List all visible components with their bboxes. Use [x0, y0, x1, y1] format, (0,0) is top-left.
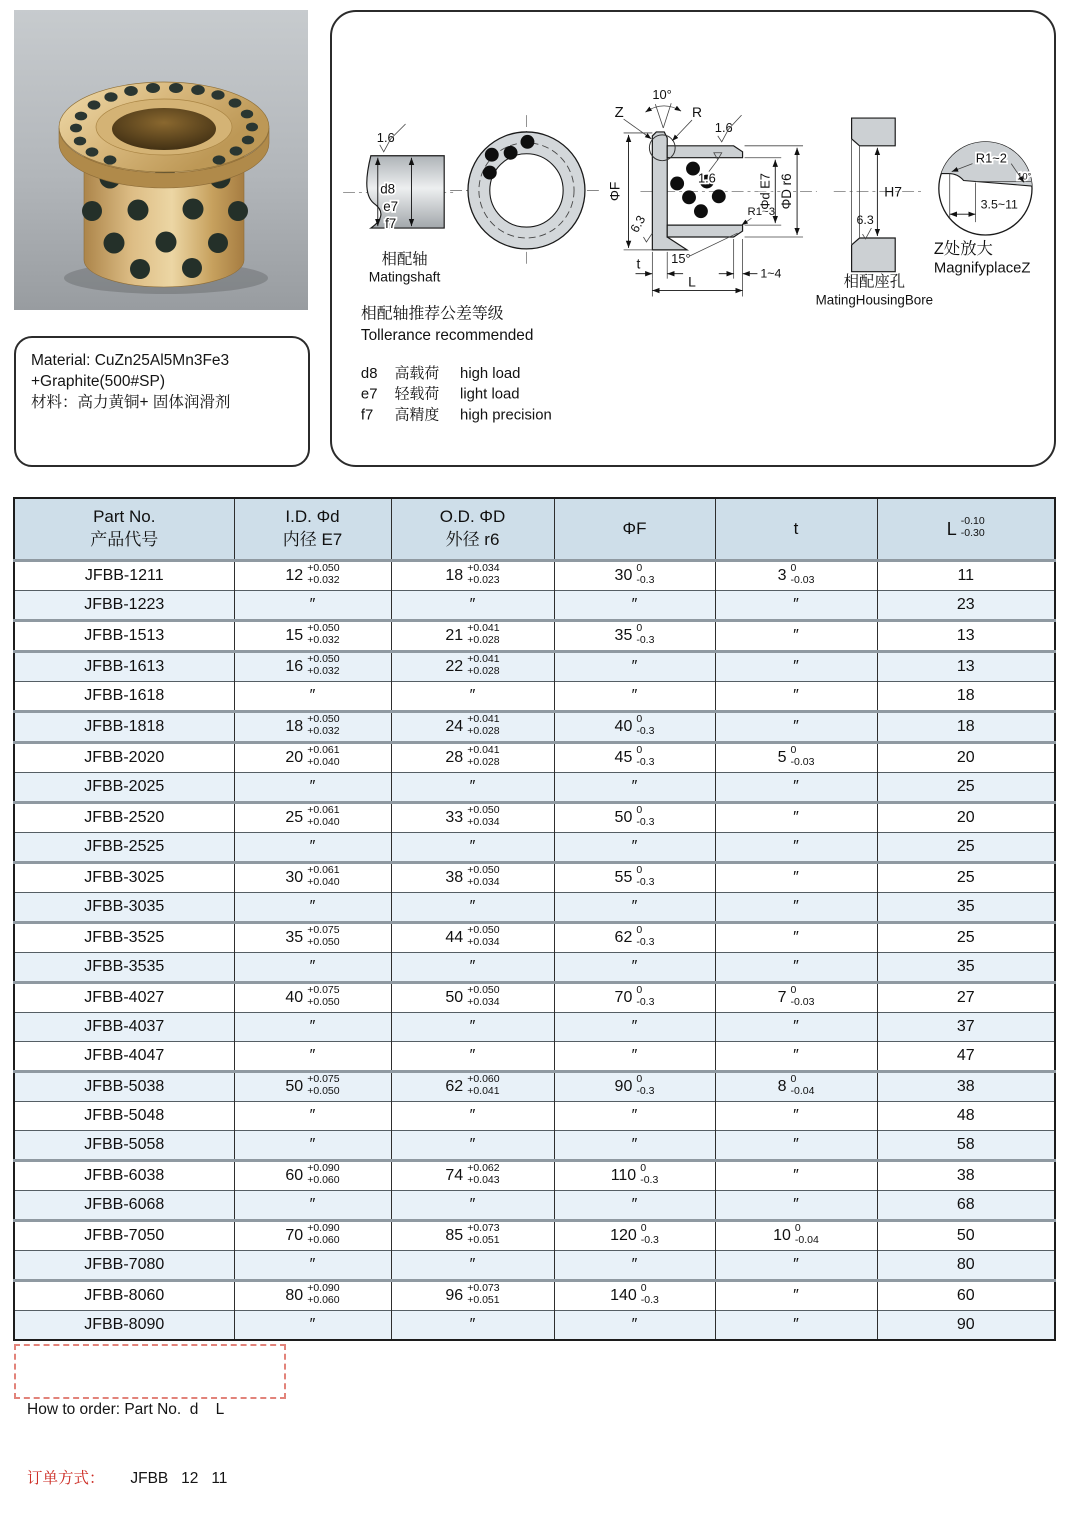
od-cell: ″ — [391, 893, 554, 923]
id-cell: ″ — [234, 773, 391, 803]
l-cell: 25 — [877, 863, 1055, 893]
id-cell: ″ — [234, 591, 391, 621]
id-cell: 35 +0.075 +0.050 — [234, 923, 391, 953]
shaft-label-d8: d8 — [380, 181, 396, 197]
part-no-cell: JFBB-7080 — [14, 1251, 234, 1281]
l-cell: 58 — [877, 1131, 1055, 1161]
f-cell: ″ — [554, 1102, 715, 1131]
l-cell: 25 — [877, 923, 1055, 953]
od-cell: ″ — [391, 1102, 554, 1131]
t-cell: ″ — [715, 773, 877, 803]
section-label-r: R — [692, 104, 703, 121]
t-cell: ″ — [715, 1102, 877, 1131]
l-cell: 38 — [877, 1161, 1055, 1191]
table-row — [14, 1281, 1055, 1311]
section-phi-f: ΦF — [606, 181, 623, 202]
part-no-cell: JFBB-5038 — [14, 1072, 234, 1102]
od-cell: ″ — [391, 682, 554, 712]
f-cell: 40 0 -0.3 — [554, 712, 715, 743]
od-cell: ″ — [391, 1013, 554, 1042]
id-cell: 12 +0.050 +0.032 — [234, 561, 391, 591]
l-cell: 35 — [877, 893, 1055, 923]
id-cell: ″ — [234, 1311, 391, 1341]
l-cell: 48 — [877, 1102, 1055, 1131]
l-cell: 20 — [877, 743, 1055, 773]
table-row — [14, 983, 1055, 1013]
id-cell: 16 +0.050 +0.032 — [234, 652, 391, 682]
f-cell: 62 0 -0.3 — [554, 923, 715, 953]
od-cell: 24 +0.041 +0.028 — [391, 712, 554, 743]
col-header-t: t — [715, 498, 877, 561]
f-cell: 90 0 -0.3 — [554, 1072, 715, 1102]
od-cell: 33 +0.050 +0.034 — [391, 803, 554, 833]
tolerance-item: e7 轻载荷 light load — [360, 386, 520, 403]
t-cell: ″ — [715, 1251, 877, 1281]
l-cell: 60 — [877, 1281, 1055, 1311]
part-no-cell: JFBB-3535 — [14, 953, 234, 983]
f-cell: 30 0 -0.3 — [554, 561, 715, 591]
part-no-cell: JFBB-2025 — [14, 773, 234, 803]
l-cell: 68 — [877, 1191, 1055, 1221]
tolerance-recommendation — [361, 303, 552, 423]
l-cell: 18 — [877, 682, 1055, 712]
f-cell: ″ — [554, 1131, 715, 1161]
t-cell: ″ — [715, 621, 877, 652]
id-cell: ″ — [234, 953, 391, 983]
table-row — [14, 1102, 1055, 1131]
t-cell: 10 0 -0.04 — [715, 1221, 877, 1251]
od-cell: ″ — [391, 1251, 554, 1281]
l-cell: 13 — [877, 652, 1055, 682]
table-row — [14, 712, 1055, 743]
od-cell: 21 +0.041 +0.028 — [391, 621, 554, 652]
od-cell: ″ — [391, 1311, 554, 1341]
l-cell: 80 — [877, 1251, 1055, 1281]
magnify-caption-en: MagnifyplaceZ — [933, 260, 1031, 277]
t-cell: ″ — [715, 682, 877, 712]
part-no-cell: JFBB-1618 — [14, 682, 234, 712]
bushing-illustration — [59, 82, 269, 287]
f-cell: 140 0 -0.3 — [554, 1281, 715, 1311]
od-cell: 62 +0.060 +0.041 — [391, 1072, 554, 1102]
part-no-cell: JFBB-1211 — [14, 561, 234, 591]
od-cell: 96 +0.073 +0.051 — [391, 1281, 554, 1311]
id-cell: ″ — [234, 682, 391, 712]
f-cell: ″ — [554, 1311, 715, 1341]
section-finish-top: 1.6 — [714, 119, 733, 135]
f-cell: ″ — [554, 682, 715, 712]
parts-table-header — [14, 498, 1055, 561]
part-no-cell: JFBB-1613 — [14, 652, 234, 682]
f-cell: 120 0 -0.3 — [554, 1221, 715, 1251]
l-cell: 47 — [877, 1042, 1055, 1072]
order-line-1: How to order: Part No. d L — [27, 1400, 225, 1418]
order-line-2 — [27, 1467, 273, 1490]
part-no-cell: JFBB-3025 — [14, 863, 234, 893]
table-row — [14, 621, 1055, 652]
id-cell: ″ — [234, 1251, 391, 1281]
od-cell: ″ — [391, 1042, 554, 1072]
table-row — [14, 1042, 1055, 1072]
f-cell: 110 0 -0.3 — [554, 1161, 715, 1191]
material-line-3: 材料：高力黄铜+ 固体润滑剂 — [31, 393, 231, 411]
shaft-label-f7: f7 — [385, 216, 397, 232]
t-cell: ″ — [715, 923, 877, 953]
f-cell: ″ — [554, 591, 715, 621]
l-cell: 90 — [877, 1311, 1055, 1341]
tolerance-title-en: Tollerance recommended — [360, 327, 534, 345]
id-cell: ″ — [234, 1042, 391, 1072]
table-row — [14, 1072, 1055, 1102]
technical-drawing — [332, 12, 1054, 465]
t-cell: ″ — [715, 863, 877, 893]
id-cell: 50 +0.075 +0.050 — [234, 1072, 391, 1102]
housing-bore-drawing — [816, 118, 933, 307]
part-no-cell: JFBB-7050 — [14, 1221, 234, 1251]
od-cell: 44 +0.050 +0.034 — [391, 923, 554, 953]
t-cell: ″ — [715, 712, 877, 743]
tolerance-title-cn: 相配轴推荐公差等级 — [360, 305, 504, 323]
od-cell: ″ — [391, 953, 554, 983]
table-row — [14, 833, 1055, 863]
section-phi-d: Φd E7 — [757, 173, 773, 210]
table-row — [14, 1013, 1055, 1042]
part-no-cell: JFBB-8090 — [14, 1311, 234, 1341]
bushing-section-view — [607, 87, 817, 296]
table-row — [14, 773, 1055, 803]
table-row — [14, 803, 1055, 833]
part-no-cell: JFBB-2525 — [14, 833, 234, 863]
t-cell: ″ — [715, 1311, 877, 1341]
l-cell: 27 — [877, 983, 1055, 1013]
part-no-cell: JFBB-6038 — [14, 1161, 234, 1191]
f-cell: ″ — [554, 773, 715, 803]
t-cell: ″ — [715, 1131, 877, 1161]
shaft-caption-en: Matingshaft — [368, 268, 441, 285]
section-angle-bottom: 15° — [671, 250, 691, 266]
l-cell: 20 — [877, 803, 1055, 833]
t-cell: ″ — [715, 893, 877, 923]
l-cell: 25 — [877, 833, 1055, 863]
housing-h7: H7 — [884, 183, 903, 200]
section-angle-top: 10° — [652, 87, 672, 103]
table-row — [14, 1191, 1055, 1221]
tolerance-item: f7 高精度 high precision — [360, 407, 552, 424]
material-line-2: +Graphite(500#SP) — [31, 372, 165, 390]
parts-table — [13, 497, 1056, 1341]
col-header-part-no: Part No. 产品代号 — [14, 498, 234, 561]
l-cell: 50 — [877, 1221, 1055, 1251]
od-cell: ″ — [391, 773, 554, 803]
part-no-cell: JFBB-6068 — [14, 1191, 234, 1221]
od-cell: 74 +0.062 +0.043 — [391, 1161, 554, 1191]
t-cell: ″ — [715, 1191, 877, 1221]
section-label-l: L — [688, 273, 696, 290]
product-photo — [14, 10, 308, 310]
part-no-cell: JFBB-4027 — [14, 983, 234, 1013]
parts-table-body — [14, 561, 1055, 1341]
f-cell: ″ — [554, 953, 715, 983]
section-r1-3: R1~3 — [747, 206, 776, 219]
col-header-f: ΦF — [554, 498, 715, 561]
section-finish-inner: 1.6 — [697, 170, 716, 186]
id-cell: 18 +0.050 +0.032 — [234, 712, 391, 743]
t-cell: 5 0 -0.03 — [715, 743, 877, 773]
id-cell: 80 +0.090 +0.060 — [234, 1281, 391, 1311]
col-header-id: I.D. Φd 内径 E7 — [234, 498, 391, 561]
table-row — [14, 953, 1055, 983]
t-cell: 3 0 -0.03 — [715, 561, 877, 591]
order-label-cn: 订单方式： — [27, 1470, 105, 1488]
f-cell: 35 0 -0.3 — [554, 621, 715, 652]
tolerance-item: d8 高载荷 high load — [360, 365, 521, 382]
part-no-cell: JFBB-8060 — [14, 1281, 234, 1311]
part-no-cell: JFBB-3035 — [14, 893, 234, 923]
table-row — [14, 561, 1055, 591]
id-cell: 40 +0.075 +0.050 — [234, 983, 391, 1013]
material-box — [14, 336, 310, 467]
f-cell: 50 0 -0.3 — [554, 803, 715, 833]
t-cell: ″ — [715, 591, 877, 621]
t-cell: ″ — [715, 1281, 877, 1311]
shaft-finish-value: 1.6 — [376, 129, 395, 145]
f-cell: 55 0 -0.3 — [554, 863, 715, 893]
id-cell: ″ — [234, 1131, 391, 1161]
section-phi-D: ΦD r6 — [779, 173, 795, 210]
table-row — [14, 652, 1055, 682]
l-cell: 35 — [877, 953, 1055, 983]
od-cell: 22 +0.041 +0.028 — [391, 652, 554, 682]
part-no-cell: JFBB-5048 — [14, 1102, 234, 1131]
table-row — [14, 1131, 1055, 1161]
f-cell: ″ — [554, 652, 715, 682]
l-cell: 23 — [877, 591, 1055, 621]
part-no-cell: JFBB-3525 — [14, 923, 234, 953]
od-cell: ″ — [391, 833, 554, 863]
id-cell: ″ — [234, 833, 391, 863]
table-row — [14, 1251, 1055, 1281]
l-cell: 11 — [877, 561, 1055, 591]
t-cell: ″ — [715, 652, 877, 682]
t-cell: ″ — [715, 953, 877, 983]
section-label-z: Z — [614, 105, 624, 122]
housing-caption-en: MatingHousingBore — [815, 292, 934, 308]
table-row — [14, 1161, 1055, 1191]
table-row — [14, 591, 1055, 621]
od-cell: ″ — [391, 591, 554, 621]
magnify-detail-drawing — [934, 139, 1037, 277]
f-cell: ″ — [554, 1191, 715, 1221]
l-cell: 18 — [877, 712, 1055, 743]
section-finish-flange: 6.3 — [627, 213, 649, 236]
material-line-1: Material: CuZn25Al5Mn3Fe3 — [31, 352, 230, 369]
t-cell: 8 0 -0.04 — [715, 1072, 877, 1102]
od-cell: 28 +0.041 +0.028 — [391, 743, 554, 773]
part-no-cell: JFBB-2020 — [14, 743, 234, 773]
table-row — [14, 682, 1055, 712]
f-cell: ″ — [554, 1251, 715, 1281]
f-cell: ″ — [554, 833, 715, 863]
od-cell: 38 +0.050 +0.034 — [391, 863, 554, 893]
t-cell: 7 0 -0.03 — [715, 983, 877, 1013]
table-row — [14, 863, 1055, 893]
t-cell: ″ — [715, 1042, 877, 1072]
table-row — [14, 743, 1055, 773]
magnify-range: 3.5~11 — [980, 197, 1018, 212]
part-no-cell: JFBB-1223 — [14, 591, 234, 621]
t-cell: ″ — [715, 1013, 877, 1042]
f-cell: ″ — [554, 893, 715, 923]
magnify-caption-cn: Z处放大 — [933, 239, 993, 258]
od-cell: 50 +0.050 +0.034 — [391, 983, 554, 1013]
od-cell: ″ — [391, 1191, 554, 1221]
t-cell: ″ — [715, 803, 877, 833]
magnify-r1-2: R1~2 — [975, 150, 1007, 166]
table-row — [14, 893, 1055, 923]
how-to-order-box — [14, 1344, 286, 1488]
od-cell: 85 +0.073 +0.051 — [391, 1221, 554, 1251]
l-cell: 25 — [877, 773, 1055, 803]
od-cell: 18 +0.034 +0.023 — [391, 561, 554, 591]
housing-caption-cn: 相配座孔 — [843, 273, 906, 291]
part-no-cell: JFBB-4047 — [14, 1042, 234, 1072]
table-row — [14, 923, 1055, 953]
part-no-cell: JFBB-4037 — [14, 1013, 234, 1042]
section-label-t: t — [636, 255, 641, 272]
l-cell: 38 — [877, 1072, 1055, 1102]
f-cell: ″ — [554, 1042, 715, 1072]
id-cell: 70 +0.090 +0.060 — [234, 1221, 391, 1251]
f-cell: 70 0 -0.3 — [554, 983, 715, 1013]
section-chamfer-range: 1~4 — [760, 266, 782, 281]
shaft-label-e7: e7 — [383, 199, 399, 215]
housing-finish: 6.3 — [856, 213, 874, 228]
order-example: JFBB 12 11 — [104, 1470, 228, 1488]
l-cell: 37 — [877, 1013, 1055, 1042]
part-no-cell: JFBB-2520 — [14, 803, 234, 833]
f-cell: 45 0 -0.3 — [554, 743, 715, 773]
id-cell: ″ — [234, 1102, 391, 1131]
id-cell: 30 +0.061 +0.040 — [234, 863, 391, 893]
part-no-cell: JFBB-1818 — [14, 712, 234, 743]
id-cell: 25 +0.061 +0.040 — [234, 803, 391, 833]
part-no-cell: JFBB-1513 — [14, 621, 234, 652]
id-cell: ″ — [234, 1191, 391, 1221]
id-cell: ″ — [234, 1013, 391, 1042]
ring-front-view — [450, 115, 603, 268]
f-cell: ″ — [554, 1013, 715, 1042]
t-cell: ″ — [715, 833, 877, 863]
t-cell: ″ — [715, 1161, 877, 1191]
id-cell: ″ — [234, 893, 391, 923]
mating-shaft-drawing — [343, 124, 456, 285]
col-header-od: O.D. ΦD 外径 r6 — [391, 498, 554, 561]
shaft-caption-cn: 相配轴 — [381, 250, 428, 268]
id-cell: 60 +0.090 +0.060 — [234, 1161, 391, 1191]
id-cell: 20 +0.061 +0.040 — [234, 743, 391, 773]
magnify-angle: 10° — [1017, 170, 1032, 182]
table-row — [14, 1221, 1055, 1251]
od-cell: ″ — [391, 1131, 554, 1161]
table-row — [14, 1311, 1055, 1341]
part-no-cell: JFBB-5058 — [14, 1131, 234, 1161]
col-header-l: L -0.10 -0.30 — [877, 498, 1055, 561]
technical-drawing-box — [330, 10, 1056, 467]
id-cell: 15 +0.050 +0.032 — [234, 621, 391, 652]
l-cell: 13 — [877, 621, 1055, 652]
